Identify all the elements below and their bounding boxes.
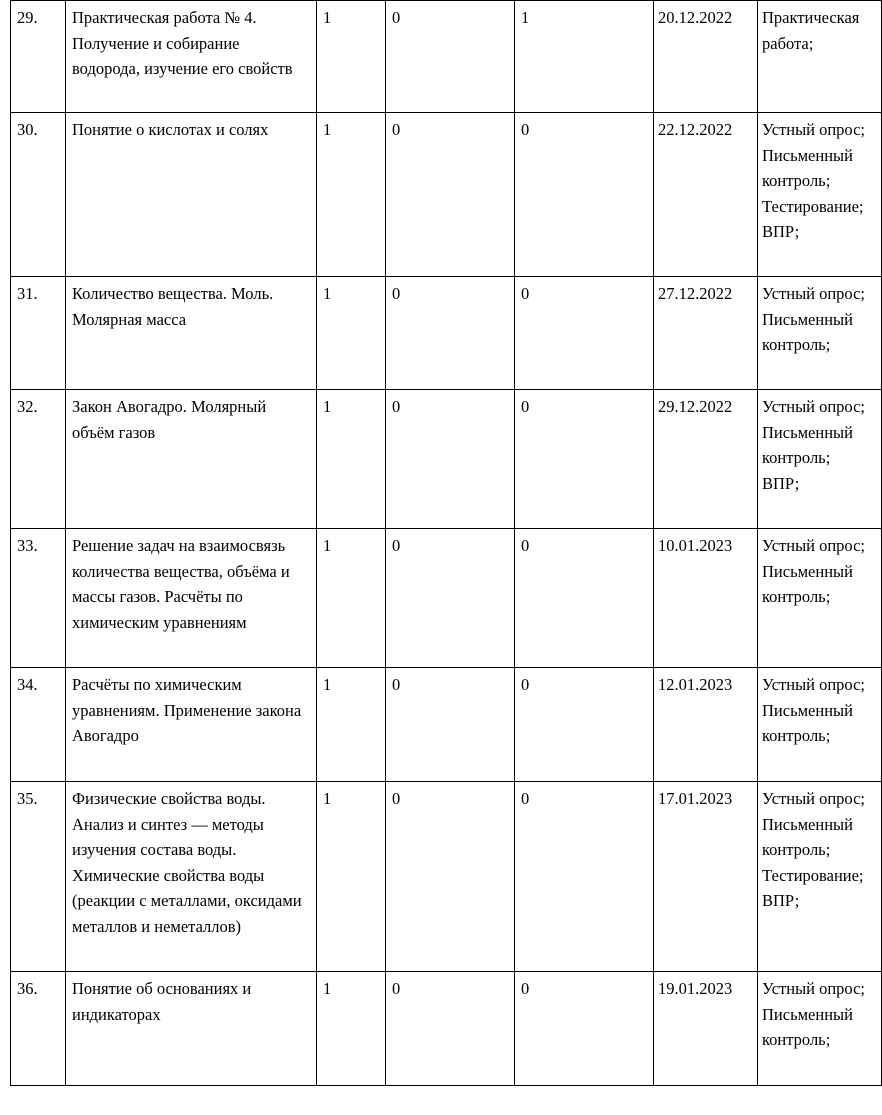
total-hours: 1 <box>317 782 386 972</box>
lesson-topic: Практическая работа № 4. Получение и собирание водорода, изучение его свойств <box>66 1 317 113</box>
control-forms <box>758 782 882 972</box>
total-hours: 1 <box>317 277 386 390</box>
practical-hours: 0 <box>515 668 654 782</box>
table-row <box>11 390 882 529</box>
table-row <box>11 782 882 972</box>
test-hours: 0 <box>386 390 515 529</box>
control-forms <box>758 972 882 1086</box>
table-row <box>11 668 882 782</box>
practical-hours: 0 <box>515 782 654 972</box>
practical-hours: 0 <box>515 390 654 529</box>
test-hours: 0 <box>386 1 515 113</box>
control-forms <box>758 113 882 277</box>
lesson-plan-table <box>10 0 882 1086</box>
control-forms <box>758 277 882 390</box>
control-forms <box>758 529 882 668</box>
lesson-date: 29.12.2022 <box>654 390 758 529</box>
control-form-item: Письменный контроль; <box>762 309 853 354</box>
row-number: 35. <box>11 782 66 972</box>
table-row <box>11 972 882 1086</box>
lesson-topic: Понятие об основаниях и индикаторах <box>66 972 317 1086</box>
control-form-item: Устный опрос; <box>762 979 866 998</box>
test-hours: 0 <box>386 529 515 668</box>
control-form-item: Письменный контроль; <box>762 561 853 606</box>
test-hours: 0 <box>386 972 515 1086</box>
lesson-date: 27.12.2022 <box>654 277 758 390</box>
table-row <box>11 113 882 277</box>
row-number: 32. <box>11 390 66 529</box>
practical-hours: 0 <box>515 529 654 668</box>
table-row <box>11 1 882 113</box>
control-form-item: Тестирование; <box>762 196 864 216</box>
control-form-item: ВПР; <box>762 222 800 241</box>
control-form-item: Устный опрос; <box>762 675 866 694</box>
lesson-topic: Расчёты по химическим уравнениям. Применение закона Авогадро <box>66 668 317 782</box>
control-form-item: Устный опрос; <box>762 536 866 555</box>
control-form-item: Письменный контроль; <box>762 422 853 467</box>
control-form-item: Устный опрос; <box>762 120 866 139</box>
total-hours: 1 <box>317 529 386 668</box>
test-hours: 0 <box>386 113 515 277</box>
row-number: 31. <box>11 277 66 390</box>
lesson-date: 20.12.2022 <box>654 1 758 113</box>
row-number: 34. <box>11 668 66 782</box>
control-form-item: Письменный контроль; <box>762 1004 853 1049</box>
total-hours: 1 <box>317 668 386 782</box>
row-number: 30. <box>11 113 66 277</box>
lesson-topic: Количество вещества. Моль. Молярная масса <box>66 277 317 390</box>
control-form-item: ВПР; <box>762 473 800 493</box>
test-hours: 0 <box>386 277 515 390</box>
practical-hours: 0 <box>515 972 654 1086</box>
practical-hours: 1 <box>515 1 654 113</box>
lesson-date: 12.01.2023 <box>654 668 758 782</box>
lesson-topic: Закон Авогадро. Молярный объём газов <box>66 390 317 529</box>
lesson-topic: Физические свойства воды. Анализ и синтез — методы изучения состава воды. Химические свойства воды (реакции с металлами, оксидами металлов и неметаллов) <box>66 782 317 972</box>
control-form-item: Устный опрос; <box>762 789 866 808</box>
control-forms <box>758 390 882 529</box>
test-hours: 0 <box>386 668 515 782</box>
row-number: 33. <box>11 529 66 668</box>
control-form-item: Устный опрос; <box>762 397 866 416</box>
control-form-item: Практическая работа; <box>762 8 860 53</box>
lesson-topic: Понятие о кислотах и солях <box>66 113 317 277</box>
control-forms <box>758 1 882 113</box>
lesson-plan-body <box>11 1 882 1086</box>
control-form-item: Тестирование; <box>762 865 864 885</box>
practical-hours: 0 <box>515 277 654 390</box>
table-row <box>11 277 882 390</box>
total-hours: 1 <box>317 972 386 1086</box>
total-hours: 1 <box>317 390 386 529</box>
lesson-date: 22.12.2022 <box>654 113 758 277</box>
control-form-item: Письменный контроль; <box>762 145 853 190</box>
control-form-item: ВПР; <box>762 891 800 910</box>
control-forms <box>758 668 882 782</box>
lesson-date: 19.01.2023 <box>654 972 758 1086</box>
total-hours: 1 <box>317 113 386 277</box>
row-number: 29. <box>11 1 66 113</box>
control-form-item: Письменный контроль; <box>762 700 853 745</box>
control-form-item: Письменный контроль; <box>762 814 853 859</box>
lesson-date: 17.01.2023 <box>654 782 758 972</box>
table-row <box>11 529 882 668</box>
test-hours: 0 <box>386 782 515 972</box>
lesson-topic: Решение задач на взаимосвязь количества вещества, объёма и массы газов. Расчёты по химическим уравнениям <box>66 529 317 668</box>
total-hours: 1 <box>317 1 386 113</box>
lesson-date: 10.01.2023 <box>654 529 758 668</box>
control-form-item: Устный опрос; <box>762 284 866 303</box>
row-number: 36. <box>11 972 66 1086</box>
practical-hours: 0 <box>515 113 654 277</box>
